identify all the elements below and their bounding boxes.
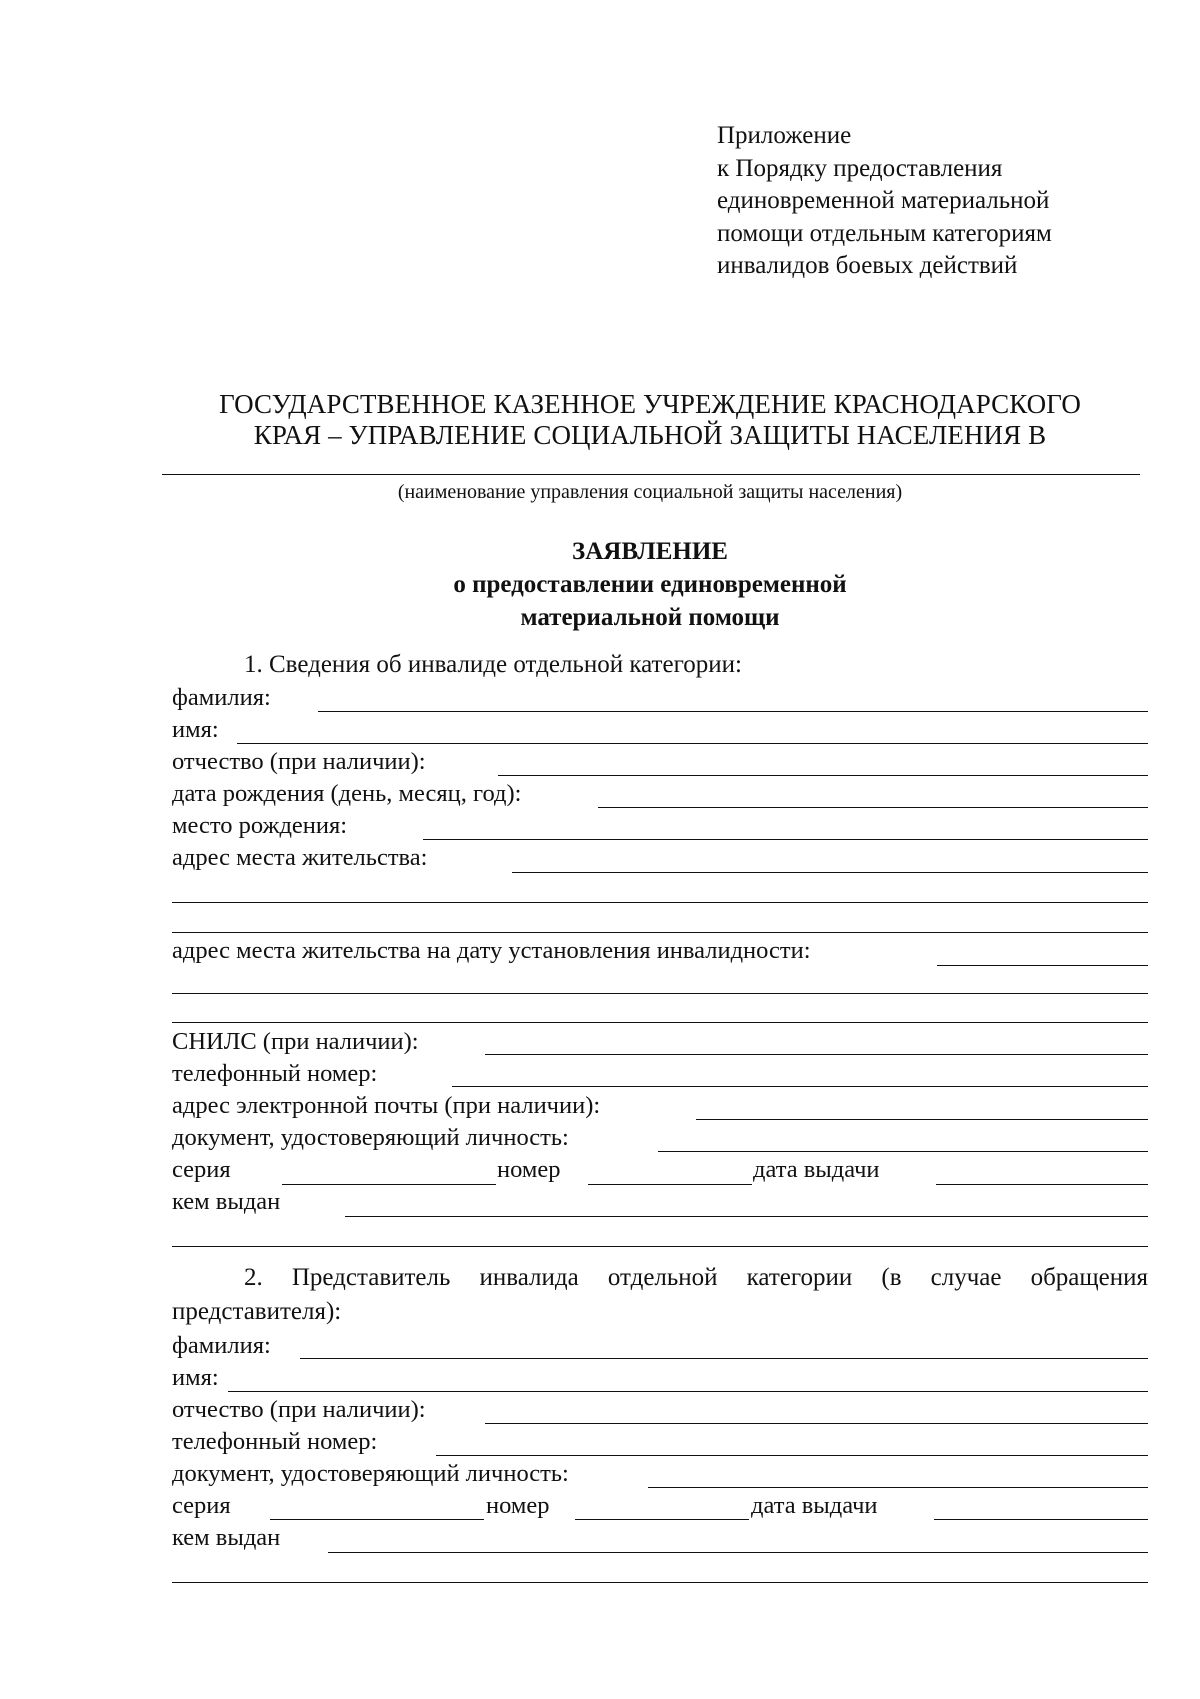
s1-number-label: номер bbox=[497, 1156, 561, 1183]
s2-series-label: серия bbox=[172, 1492, 231, 1519]
s1-address-label: адрес места жительства: bbox=[172, 844, 428, 871]
section2-heading: 2. Представитель инвалида отдельной категории (в случае обращения bbox=[244, 1264, 1148, 1291]
s1-address-at-disability-field-line2[interactable] bbox=[172, 993, 1148, 994]
s1-birth-place-label: место рождения: bbox=[172, 812, 348, 839]
s2-issued-by-field-line2[interactable] bbox=[172, 1582, 1148, 1583]
s2-issued-by-label: кем выдан bbox=[172, 1524, 281, 1551]
s1-email-label: адрес электронной почты (при наличии): bbox=[172, 1092, 601, 1119]
s1-number-field[interactable] bbox=[588, 1184, 752, 1185]
s1-address-field-line2[interactable] bbox=[172, 902, 1148, 903]
s1-address-field-line3[interactable] bbox=[172, 932, 1148, 933]
s2-phone-field[interactable] bbox=[436, 1455, 1148, 1456]
s2-name-label: имя: bbox=[172, 1364, 219, 1391]
s2-patronymic-label: отчество (при наличии): bbox=[172, 1396, 426, 1423]
s1-patronymic-field[interactable] bbox=[498, 775, 1148, 776]
s1-birth-date-label: дата рождения (день, месяц, год): bbox=[172, 780, 522, 807]
s1-id-document-field[interactable] bbox=[658, 1151, 1148, 1152]
s1-issue-date-field[interactable] bbox=[936, 1184, 1148, 1185]
s2-id-document-field[interactable] bbox=[648, 1487, 1148, 1488]
s2-number-label: номер bbox=[486, 1492, 550, 1519]
s1-series-field[interactable] bbox=[282, 1184, 496, 1185]
s1-issued-by-field-line2[interactable] bbox=[172, 1246, 1148, 1247]
s1-patronymic-label: отчество (при наличии): bbox=[172, 748, 426, 775]
organization-fill-line[interactable] bbox=[162, 474, 1140, 475]
s1-address-field[interactable] bbox=[512, 872, 1148, 873]
s1-email-field[interactable] bbox=[696, 1119, 1148, 1120]
s1-birth-date-field[interactable] bbox=[598, 807, 1148, 808]
title-line: материальной помощи bbox=[520, 604, 780, 631]
s1-id-document-label: документ, удостоверяющий личность: bbox=[172, 1124, 569, 1151]
s2-issued-by-field[interactable] bbox=[328, 1552, 1148, 1553]
s1-snils-field[interactable] bbox=[485, 1054, 1148, 1055]
s1-address-at-disability-field-line3[interactable] bbox=[172, 1022, 1148, 1023]
appendix-line: помощи отдельным категориям bbox=[717, 219, 1052, 247]
s2-issue-date-label: дата выдачи bbox=[751, 1492, 878, 1519]
s1-name-label: имя: bbox=[172, 716, 219, 743]
s1-name-field[interactable] bbox=[237, 743, 1148, 744]
appendix-note bbox=[717, 120, 1052, 283]
s1-surname-field[interactable] bbox=[318, 711, 1148, 712]
appendix-line: единовременной материальной bbox=[717, 187, 1050, 214]
appendix-line: инвалидов боевых действий bbox=[717, 252, 1018, 279]
s1-issued-by-field[interactable] bbox=[345, 1216, 1148, 1217]
title-line: о предоставлении единовременной bbox=[453, 571, 847, 598]
s1-surname-label: фамилия: bbox=[172, 684, 271, 711]
s1-phone-label: телефонный номер: bbox=[172, 1060, 378, 1087]
section2-heading-cont: представителя): bbox=[172, 1298, 342, 1325]
title-line: ЗАЯВЛЕНИЕ bbox=[572, 538, 728, 565]
s2-series-field[interactable] bbox=[270, 1519, 484, 1520]
s1-address-at-disability-label: адрес места жительства на дату установления инвалидности: bbox=[172, 937, 811, 964]
s1-issued-by-label: кем выдан bbox=[172, 1188, 281, 1215]
s2-surname-field[interactable] bbox=[300, 1358, 1148, 1359]
section1-heading: 1. Сведения об инвалиде отдельной категории: bbox=[244, 651, 742, 678]
s2-number-field[interactable] bbox=[575, 1519, 749, 1520]
appendix-line: Приложение bbox=[717, 122, 852, 149]
organization-name bbox=[150, 389, 1150, 451]
appendix-line: к Порядку предоставления bbox=[717, 154, 1003, 182]
s1-series-label: серия bbox=[172, 1156, 231, 1183]
s2-surname-label: фамилия: bbox=[172, 1332, 271, 1359]
s1-address-at-disability-field[interactable] bbox=[937, 965, 1148, 966]
document-title bbox=[150, 535, 1150, 634]
s2-patronymic-field[interactable] bbox=[485, 1423, 1148, 1424]
organization-line: КРАЯ – УПРАВЛЕНИЕ СОЦИАЛЬНОЙ ЗАЩИТЫ НАСЕЛЕНИЯ В bbox=[253, 420, 1047, 450]
s1-birth-place-field[interactable] bbox=[423, 839, 1148, 840]
s1-issue-date-label: дата выдачи bbox=[753, 1156, 880, 1183]
s1-snils-label: СНИЛС (при наличии): bbox=[172, 1028, 419, 1055]
s2-name-field[interactable] bbox=[228, 1391, 1148, 1392]
organization-caption: (наименование управления социальной защиты населения) bbox=[397, 481, 903, 503]
s2-id-document-label: документ, удостоверяющий личность: bbox=[172, 1460, 569, 1487]
organization-line: ГОСУДАРСТВЕННОЕ КАЗЕННОЕ УЧРЕЖДЕНИЕ КРАСНОДАРСКОГО bbox=[219, 389, 1081, 419]
s2-issue-date-field[interactable] bbox=[934, 1519, 1148, 1520]
s1-phone-field[interactable] bbox=[452, 1086, 1148, 1087]
s2-phone-label: телефонный номер: bbox=[172, 1428, 378, 1455]
